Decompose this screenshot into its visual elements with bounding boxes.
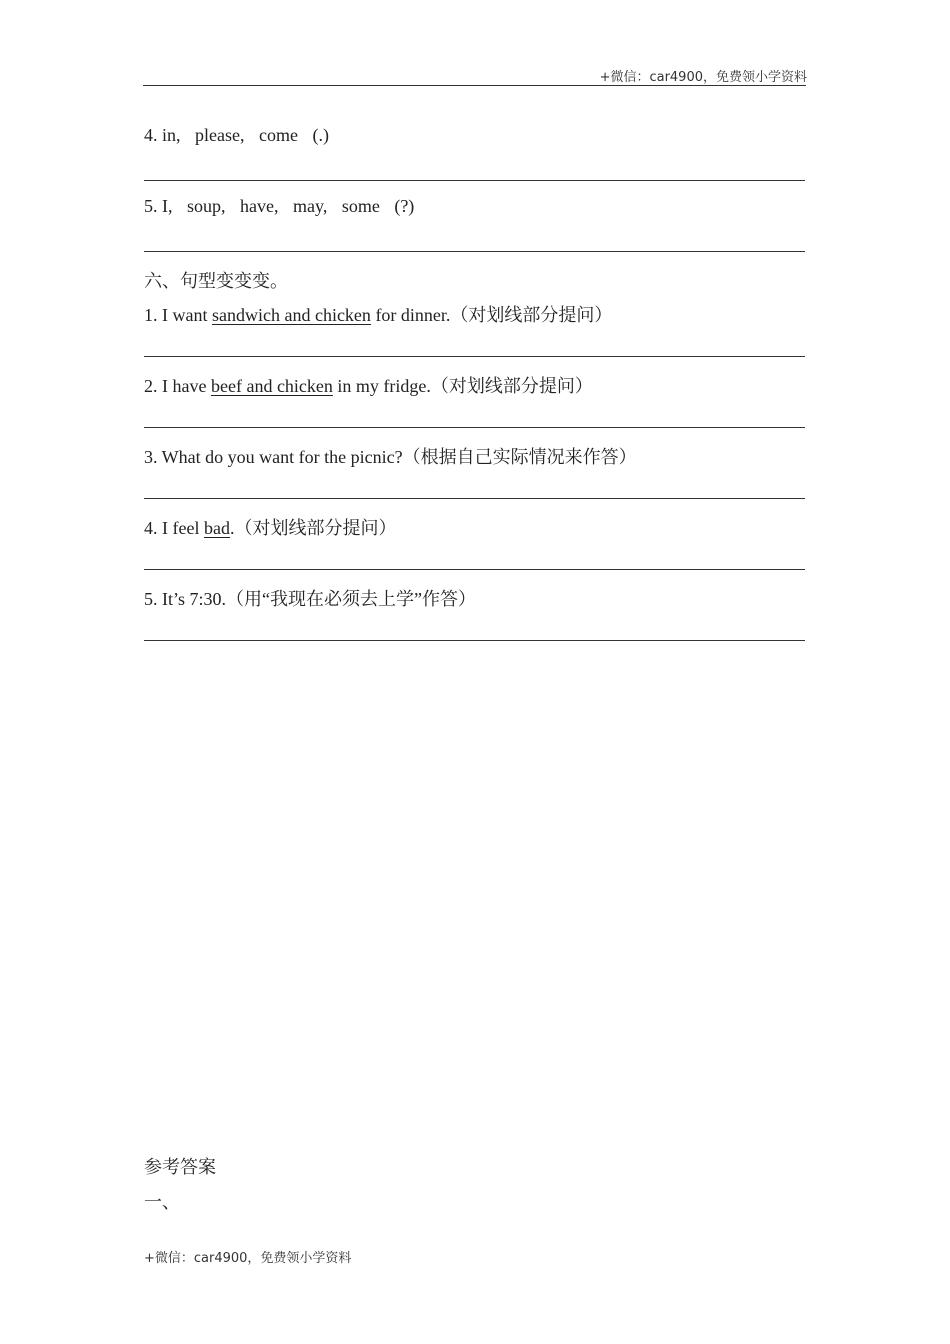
word: have, (240, 196, 279, 216)
answer-blank[interactable] (144, 251, 805, 252)
question-number: 5. (144, 196, 158, 216)
word: I, (162, 196, 173, 216)
underlined-phrase: sandwich and chicken (211, 305, 371, 325)
word: soup, (187, 196, 226, 216)
transform-question-4: 4. I feel bad.（对划线部分提问） (144, 518, 397, 538)
header-rule (143, 85, 806, 86)
answer-blank[interactable] (144, 180, 805, 181)
answer-blank[interactable] (144, 569, 805, 570)
transform-question-1: 1. I want sandwich and chicken for dinner.（对划线部分提问） (144, 305, 613, 325)
word: (?) (394, 196, 415, 216)
underlined-phrase: beef and chicken (210, 376, 333, 396)
header-note: +微信：car4900，免费领小学资料 (599, 70, 807, 85)
word: may, (293, 196, 328, 216)
word: (.) (312, 125, 329, 145)
word: please, (195, 125, 245, 145)
transform-question-3: 3. What do you want for the picnic?（根据自己实际情况来作答） (144, 447, 637, 467)
answers-title: 参考答案 (144, 1157, 216, 1177)
answer-blank[interactable] (144, 498, 805, 499)
question-number: 4. (144, 125, 158, 145)
footer-note: +微信：car4900，免费领小学资料 (144, 1251, 352, 1266)
answer-blank[interactable] (144, 640, 805, 641)
word: some (341, 196, 380, 216)
answers-part-1: 一、 (144, 1192, 180, 1212)
underlined-phrase: bad (203, 518, 230, 538)
word: come (259, 125, 298, 145)
answer-blank[interactable] (144, 356, 805, 357)
reorder-question-5 (144, 196, 414, 217)
section-6-title: 六、句型变变变。 (144, 271, 288, 291)
answer-blank[interactable] (144, 427, 805, 428)
transform-question-5: 5. It’s 7:30.（用“我现在必须去上学”作答） (144, 589, 476, 609)
reorder-question-4 (144, 125, 329, 146)
word: in, (162, 125, 181, 145)
transform-question-2: 2. I have beef and chicken in my fridge.（对划线部分提问） (144, 376, 593, 396)
